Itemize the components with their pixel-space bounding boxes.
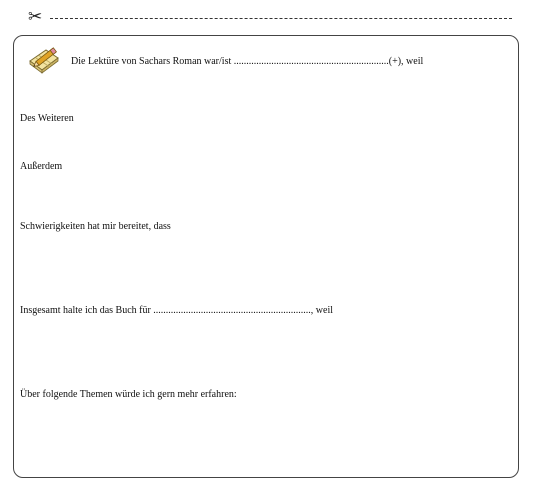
worksheet-line-3: Außerdem — [20, 161, 63, 172]
worksheet-line-5: Insgesamt halte ich das Buch für ..............................................................., weil — [20, 305, 334, 316]
worksheet-line-4: Schwierigkeiten hat mir bereitet, dass — [20, 221, 171, 232]
pencil-notepad-icon — [26, 43, 62, 75]
worksheet-line-6: Über folgende Themen würde ich gern mehr erfahren: — [20, 389, 237, 400]
worksheet-line-2: Des Weiteren — [20, 113, 74, 124]
worksheet-card — [13, 35, 519, 478]
scissors-icon: ✂ — [28, 7, 43, 27]
worksheet-line-1: Die Lektüre von Sachars Roman war/ist ..............................................................(+), weil — [71, 56, 424, 67]
cut-line — [28, 8, 512, 26]
dashed-cut-guide — [50, 18, 512, 19]
